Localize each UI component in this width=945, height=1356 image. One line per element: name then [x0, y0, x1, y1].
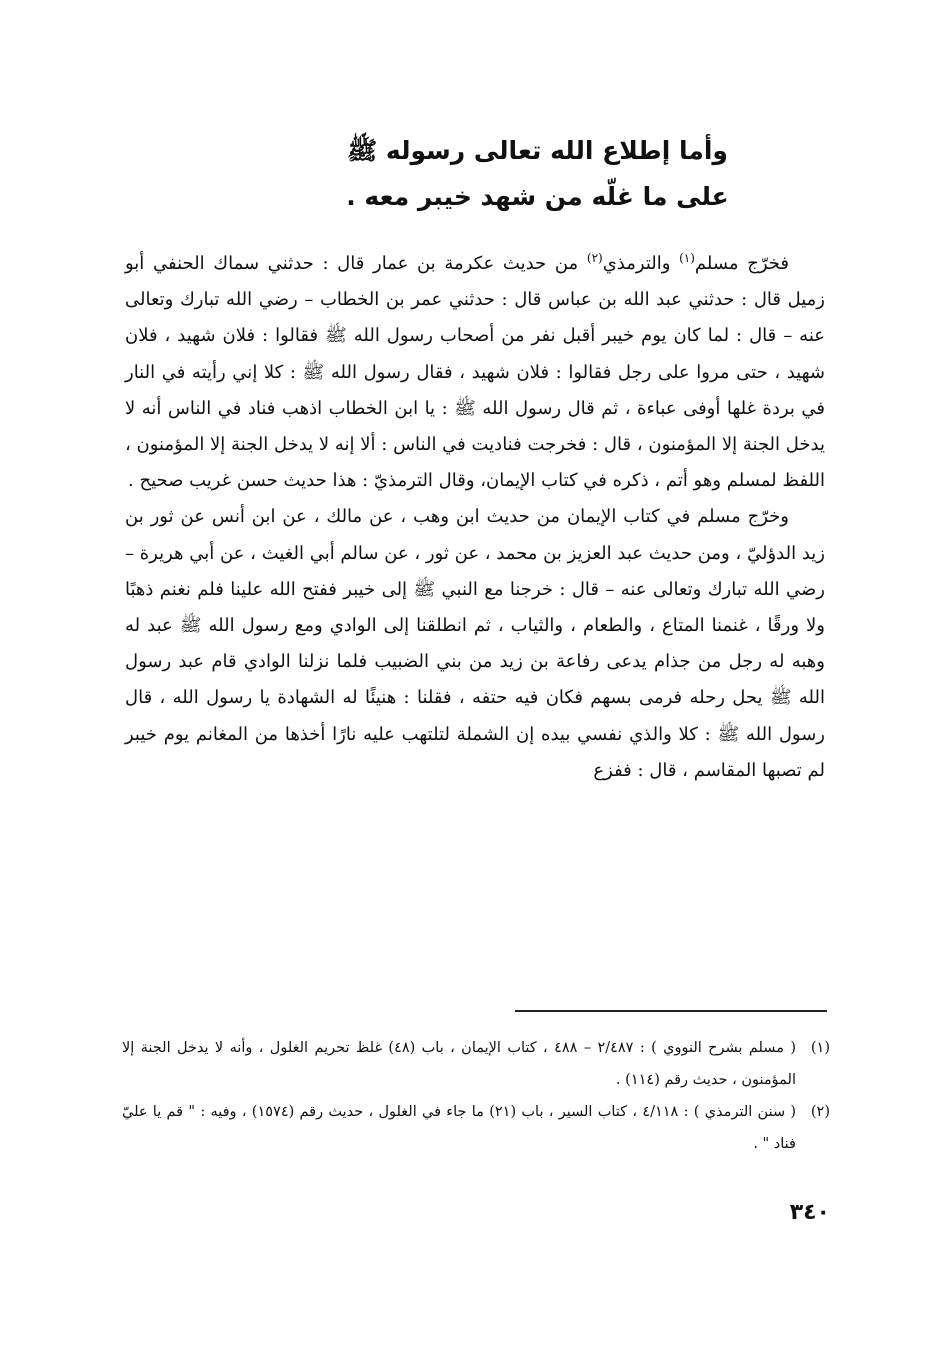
section-heading [0, 128, 945, 220]
footnote-2 [122, 1096, 830, 1160]
footnote-2-text: ( سنن الترمذي ) : ٤/١١٨ ، كتاب السير ، باب (٢١) ما جاء في الغلول ، حديث رقم (١٥٧٤) ، وفيه : " قم يا عليّ فناد " . [122, 1104, 797, 1152]
paragraph-1-start: فخرّج مسلم [694, 253, 789, 274]
footnote-2-number: (٢) [810, 1104, 830, 1120]
footnote-1-number: (١) [810, 1040, 830, 1056]
footnote-1 [122, 1032, 830, 1096]
paragraph-1 [125, 246, 825, 499]
paragraph-1-mid: والترمذي [602, 253, 680, 274]
paragraph-2: وخرّج مسلم في كتاب الإيمان من حديث ابن وهب ، عن مالك ، عن ابن أنس عن ثور بن زيد الدؤليّ ، ومن حديث عبد العزيز بن محمد ، عن ثور ، عن سالم أبي الغيث ، عن أبي هريرة – رضي الله تبارك وتعالى عنه – قال : خرجنا مع النبي ﷺ إلى خيبر ففتح الله علينا فلم نغنم ذهبًا ولا ورقًا ، غنمنا المتاع ، والطعام ، والثياب ، ثم انطلقنا إلى الوادي ومع رسول الله ﷺ عبد له وهبه له رجل من جذام يدعى رفاعة بن زيد من بني الضبيب فلما نزلنا الوادي قام عبد رسول الله ﷺ يحل رحله فرمى بسهم فكان فيه حتفه ، فقلنا : هنيئًا له الشهادة يا رسول الله ، قال رسول الله ﷺ : كلا والذي نفسي بيده إن الشملة لتلتهب عليه نارًا أخذها من المغانم يوم خيبر لم تصبها المقاسم ، قال : ففزع [125, 506, 825, 781]
heading-line-2: على ما غلّه من شهد خيبر معه . [346, 182, 729, 211]
heading-line-1: وأما إطلاع الله تعالى رسوله ﷺ [347, 136, 728, 165]
footnotes [122, 1032, 830, 1160]
footnote-1-text: ( مسلم بشرح النووي ) : ٢/٤٨٧ – ٤٨٨ ، كتاب الإيمان ، باب (٤٨) غلظ تحريم الغلول ، وأنه لا يدخل الجنة إلا المؤمنون ، حديث رقم (١١٤) . [122, 1040, 797, 1088]
main-text [125, 246, 825, 789]
footnote-ref-2: (٢) [586, 251, 603, 265]
paragraph-1-rest: من حديث عكرمة بن عمار قال : حدثني سماك الحنفي أبو زميل قال : حدثني عبد الله بن عباس قال : حدثني عمر بن الخطاب – رضي الله تبارك وتعالى عنه – قال : لما كان يوم خيبر أقبل نفر من أصحاب رسول الله ﷺ فقالوا : فلان شهيد ، فلان شهيد ، حتى مروا على رجل فقالوا : فلان شهيد ، فقال رسول الله ﷺ : كلا إني رأيته في النار في بردة غلها أوفى عباءة ، ثم قال رسول الله ﷺ : يا ابن الخطاب اذهب فناد في الناس أنه لا يدخل الجنة إلا المؤمنون ، قال : فخرجت فناديت في الناس : ألا إنه لا يدخل الجنة إلا المؤمنون ، اللفظ لمسلم وهو أتم ، ذكره في كتاب الإيمان، وقال الترمذيّ : هذا حديث حسن غريب صحيح . [125, 253, 825, 492]
footnote-divider [515, 1010, 827, 1012]
footnote-ref-1: (١) [679, 251, 695, 265]
page-number: ٣٤٠ [789, 1200, 830, 1225]
